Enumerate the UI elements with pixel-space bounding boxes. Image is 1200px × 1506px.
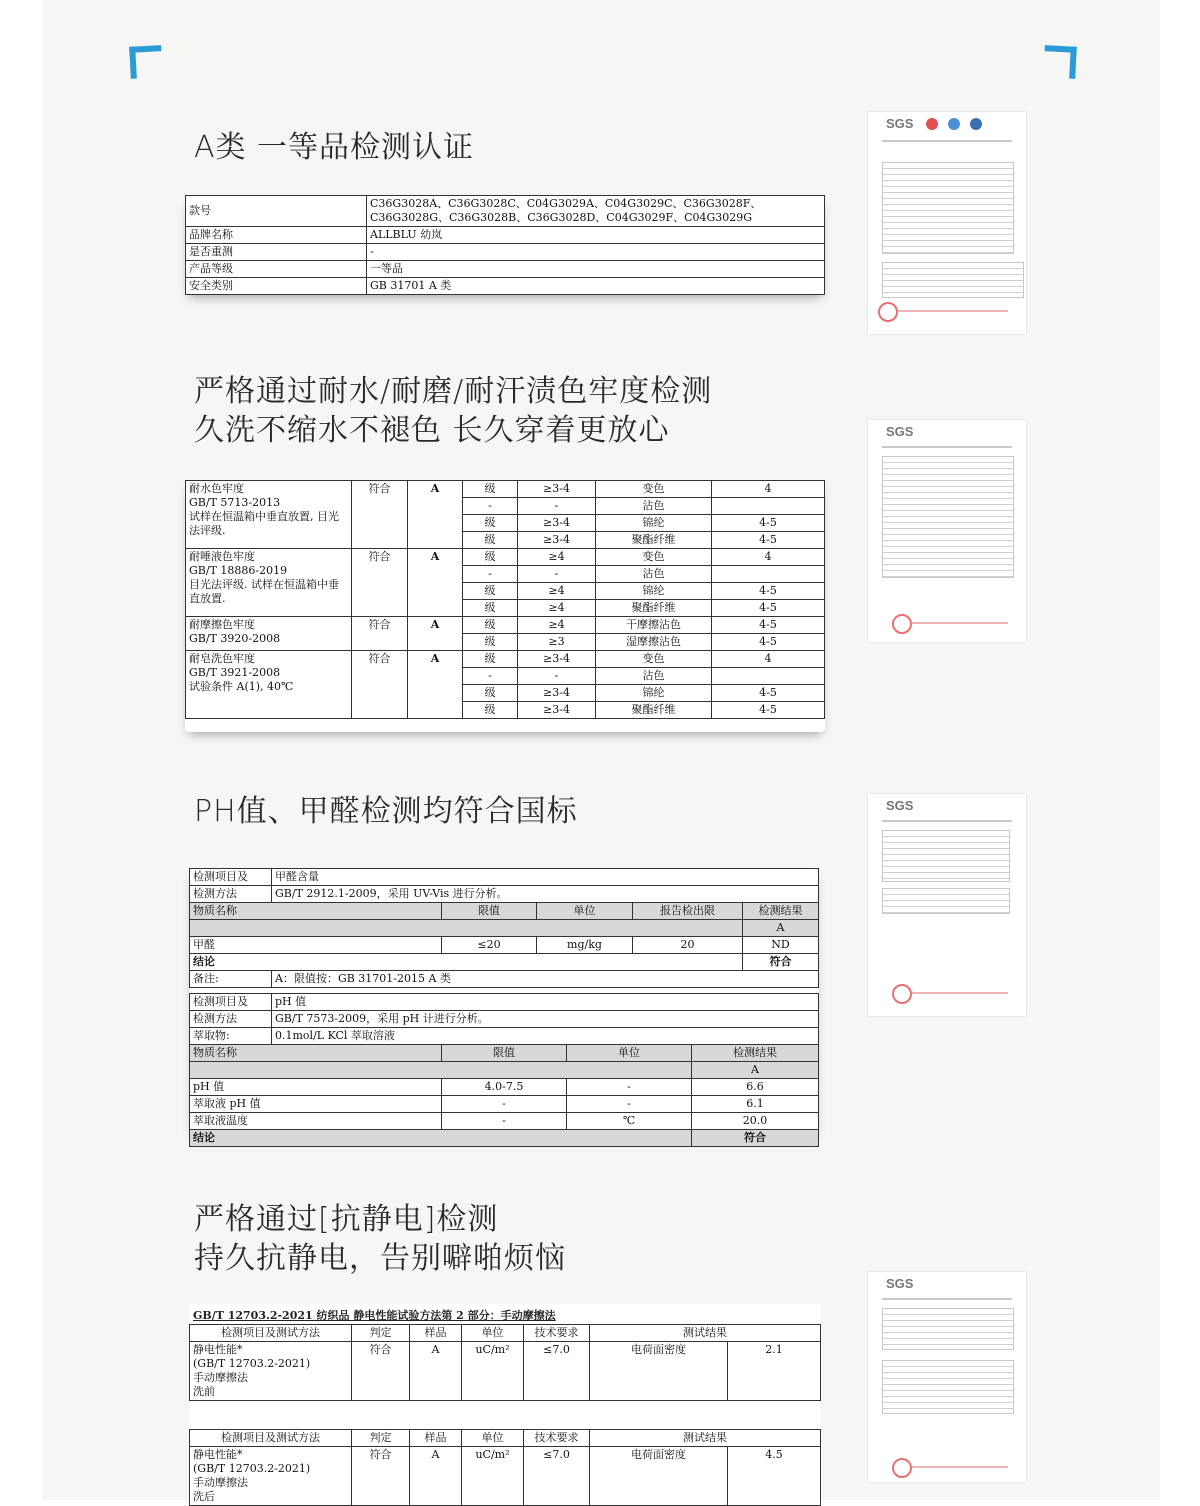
- seal-icon: [878, 302, 898, 322]
- fastness-result: 4: [712, 549, 825, 566]
- ph-row-unit: -: [567, 1096, 692, 1113]
- report-thumbnail-3[interactable]: [868, 794, 1026, 1016]
- fastness-result: 4-5: [712, 532, 825, 549]
- static-method-line: 手动摩擦法: [193, 1476, 248, 1489]
- fastness-requirement: -: [518, 498, 596, 515]
- fastness-test-note: 试验条件 A(1), 40℃: [189, 680, 294, 693]
- ph-table: [189, 993, 819, 1147]
- fastness-test-cell: [186, 481, 352, 549]
- static-method-cell: [190, 1342, 352, 1401]
- product-info-card: [185, 195, 825, 295]
- fm-item-label: 检测项目及: [190, 869, 272, 886]
- fm-item: 甲醛含量: [272, 869, 819, 886]
- fastness-verdict: 符合: [352, 549, 408, 617]
- section-heading-fastness-line1: 严格通过耐水/耐磨/耐汗渍色牢度检测: [194, 374, 713, 409]
- fastness-item: 锦纶: [596, 515, 712, 532]
- fastness-unit: 级: [463, 532, 518, 549]
- static-result: 2.1: [728, 1342, 821, 1401]
- ph-row-limit: -: [442, 1096, 567, 1113]
- fastness-requirement: -: [518, 668, 596, 685]
- fastness-verdict: 符合: [352, 617, 408, 651]
- static-result-name: 电荷面密度: [590, 1342, 728, 1401]
- ph-row-limit: -: [442, 1113, 567, 1130]
- section-heading-ph: PH值、甲醛检测均符合国标: [194, 794, 578, 829]
- fm-remark-label: 备注:: [190, 971, 272, 988]
- static-verdict: 符合: [352, 1447, 410, 1506]
- fastness-unit: 级: [463, 600, 518, 617]
- report-thumbnail-4[interactable]: [868, 1272, 1026, 1482]
- fm-h-limit: 限值: [442, 903, 537, 920]
- static-header: 测试结果: [590, 1430, 821, 1447]
- fastness-result: 4-5: [712, 617, 825, 634]
- fastness-result: 4-5: [712, 600, 825, 617]
- fastness-result: 4-5: [712, 685, 825, 702]
- fastness-result: 4-5: [712, 515, 825, 532]
- static-header: 测试结果: [590, 1325, 821, 1342]
- fastness-requirement: ≥3-4: [518, 702, 596, 719]
- ph-conclusion-label: 结论: [190, 1130, 692, 1147]
- fastness-unit: 级: [463, 549, 518, 566]
- sgs-logo: SGS: [886, 424, 914, 439]
- fastness-table: [185, 480, 825, 719]
- static-method-line: 静电性能*: [193, 1448, 243, 1461]
- fastness-test-standard: GB/T 5713-2013: [189, 496, 281, 509]
- fastness-requirement: ≥3-4: [518, 651, 596, 668]
- static-method-cell: [190, 1447, 352, 1506]
- fm-sample-col: A: [743, 920, 819, 937]
- fastness-result: 4-5: [712, 583, 825, 600]
- ph-h-limit: 限值: [442, 1045, 567, 1062]
- ph-h-result: 检测结果: [692, 1045, 819, 1062]
- ph-conclusion: 符合: [692, 1130, 819, 1147]
- seal-icon: [892, 984, 912, 1004]
- ph-row: [190, 1113, 819, 1130]
- product-row-value: GB 31701 A 类: [367, 278, 825, 295]
- fastness-sample: A: [408, 481, 463, 549]
- section-heading-fastness-line2: 久洗不缩水不褪色 长久穿着更放心: [194, 413, 670, 448]
- static-method-line: 静电性能*: [193, 1343, 243, 1356]
- fm-h-dl: 报告检出限: [633, 903, 743, 920]
- fastness-unit: 级: [463, 617, 518, 634]
- ph-row-name: 萃取液温度: [190, 1113, 442, 1130]
- cnas-mark-icon: [970, 118, 982, 130]
- formaldehyde-table: [189, 868, 819, 988]
- fm-conclusion-label: 结论: [190, 954, 743, 971]
- ph-row-result: 20.0: [692, 1113, 819, 1130]
- sgs-logo: SGS: [886, 1276, 914, 1291]
- fastness-unit: 级: [463, 634, 518, 651]
- fm-row-result: ND: [743, 937, 819, 954]
- fastness-unit: 级: [463, 515, 518, 532]
- thumbnail-table: [882, 1360, 1014, 1414]
- static-req: ≤7.0: [524, 1447, 590, 1506]
- fastness-item: 聚酯纤维: [596, 600, 712, 617]
- fastness-requirement: ≥4: [518, 583, 596, 600]
- fastness-item: 聚酯纤维: [596, 702, 712, 719]
- ph-h-unit: 单位: [567, 1045, 692, 1062]
- product-row: [186, 244, 825, 261]
- product-row-value: 一等品: [367, 261, 825, 278]
- static-header-row: [190, 1430, 821, 1447]
- ph-row-name: 萃取液 pH 值: [190, 1096, 442, 1113]
- static-method-line: 手动摩擦法: [193, 1371, 248, 1384]
- static-data-row: [190, 1342, 821, 1401]
- static-sample: A: [410, 1342, 462, 1401]
- ph-sample-col: A: [692, 1062, 819, 1079]
- section-heading-static-line2: 持久抗静电，告别噼啪烦恼: [194, 1241, 566, 1276]
- fastness-unit: -: [463, 498, 518, 515]
- fastness-sample: A: [408, 549, 463, 617]
- fastness-item: 锦纶: [596, 583, 712, 600]
- fastness-unit: 级: [463, 583, 518, 600]
- product-row-value: ALLBLU 幼岚: [367, 227, 825, 244]
- thumbnail-table: [882, 262, 1024, 298]
- fm-remark: A：限值按：GB 31701-2015 A 类: [272, 971, 819, 988]
- fastness-requirement: ≥4: [518, 617, 596, 634]
- fastness-row: [186, 549, 825, 566]
- sgs-logo: SGS: [886, 798, 914, 813]
- static-method-line: 洗后: [193, 1490, 215, 1503]
- static-header: 样品: [410, 1430, 462, 1447]
- static-header: 单位: [462, 1325, 524, 1342]
- thumbnail-table: [882, 162, 1014, 254]
- report-thumbnail-2[interactable]: [868, 420, 1026, 642]
- fm-h-unit: 单位: [537, 903, 633, 920]
- fastness-test-name: 耐摩擦色牢度: [189, 618, 255, 631]
- fastness-test-standard: GB/T 18886-2019: [189, 564, 288, 577]
- fm-row-unit: mg/kg: [537, 937, 633, 954]
- fastness-row: [186, 617, 825, 634]
- fastness-verdict: 符合: [352, 481, 408, 549]
- fm-row-dl: 20: [633, 937, 743, 954]
- fastness-sample: A: [408, 651, 463, 719]
- fastness-test-name: 耐皂洗色牢度: [189, 652, 255, 665]
- static-standard-title: GB/T 12703.2-2021 纺织品 静电性能试验方法第 2 部分：手动摩擦法: [193, 1309, 556, 1322]
- ph-row-unit: -: [567, 1079, 692, 1096]
- section-heading-grade: A类 一等品检测认证: [194, 130, 475, 165]
- fastness-test-cell: [186, 549, 352, 617]
- fastness-requirement: ≥3: [518, 634, 596, 651]
- ph-h-name: 物质名称: [190, 1045, 442, 1062]
- ph-row-limit: 4.0-7.5: [442, 1079, 567, 1096]
- fastness-test-cell: [186, 617, 352, 651]
- fastness-item: 沾色: [596, 498, 712, 515]
- fastness-test-standard: GB/T 3920-2008: [189, 632, 281, 645]
- fastness-requirement: -: [518, 566, 596, 583]
- product-row: [186, 196, 825, 227]
- fastness-test-cell: [186, 651, 352, 719]
- product-row-label: 安全类别: [186, 278, 367, 295]
- fastness-result: 4: [712, 651, 825, 668]
- ph-extract: 0.1mol/L KCl 萃取溶液: [272, 1028, 819, 1045]
- ph-method-label: 检测方法: [190, 1011, 272, 1028]
- product-info-table: [185, 195, 825, 295]
- seal-icon: [892, 1458, 912, 1478]
- corner-bracket-top-left: [129, 45, 163, 79]
- static-result-name: 电荷面密度: [590, 1447, 728, 1506]
- sgs-logo: SGS: [886, 116, 914, 131]
- fastness-verdict: 符合: [352, 651, 408, 719]
- fastness-item: 沾色: [596, 668, 712, 685]
- fastness-requirement: ≥4: [518, 600, 596, 617]
- fastness-item: 干摩擦沾色: [596, 617, 712, 634]
- fastness-unit: -: [463, 566, 518, 583]
- ph-item-label: 检测项目及: [190, 994, 272, 1011]
- fm-h-result: 检测结果: [743, 903, 819, 920]
- static-unit: uC/m²: [462, 1447, 524, 1506]
- static-header: 单位: [462, 1430, 524, 1447]
- product-row: [186, 227, 825, 244]
- static-table: [189, 1324, 821, 1401]
- product-row: [186, 278, 825, 295]
- product-row-label: 款号: [186, 196, 367, 227]
- fastness-item: 湿摩擦沾色: [596, 634, 712, 651]
- fm-row-name: 甲醛: [190, 937, 442, 954]
- product-row-label: 产品等级: [186, 261, 367, 278]
- fastness-card: [185, 480, 825, 732]
- fastness-item: 变色: [596, 481, 712, 498]
- fm-h-name: 物质名称: [190, 903, 442, 920]
- fastness-requirement: ≥3-4: [518, 685, 596, 702]
- product-row-label: 品牌名称: [186, 227, 367, 244]
- fastness-test-note: 目光法评级. 试样在恒温箱中垂直放置.: [189, 578, 339, 605]
- cma-mark-icon: [926, 118, 938, 130]
- fastness-item: 沾色: [596, 566, 712, 583]
- thumbnail-table: [882, 1308, 1014, 1350]
- section-heading-static-line1: 严格通过[抗静电]检测: [194, 1202, 499, 1237]
- fastness-unit: 级: [463, 685, 518, 702]
- fm-method: GB/T 2912.1-2009，采用 UV-Vis 进行分析。: [272, 886, 819, 903]
- fastness-item: 变色: [596, 549, 712, 566]
- thumbnail-table: [882, 888, 1010, 914]
- static-header: 技术要求: [524, 1325, 590, 1342]
- fastness-result: [712, 668, 825, 685]
- static-method-line: (GB/T 12703.2-2021): [193, 1357, 311, 1370]
- ilac-mark-icon: [948, 118, 960, 130]
- fastness-requirement: ≥4: [518, 549, 596, 566]
- ph-method: GB/T 7573-2009，采用 pH 计进行分析。: [272, 1011, 819, 1028]
- fastness-row: [186, 651, 825, 668]
- ph-item: pH 值: [272, 994, 819, 1011]
- ph-row-unit: ℃: [567, 1113, 692, 1130]
- ph-row-result: 6.6: [692, 1079, 819, 1096]
- fastness-item: 变色: [596, 651, 712, 668]
- static-header-row: [190, 1325, 821, 1342]
- fastness-unit: -: [463, 668, 518, 685]
- static-header: 检测项目及测试方法: [190, 1430, 352, 1447]
- static-sample: A: [410, 1447, 462, 1506]
- static-result: 4.5: [728, 1447, 821, 1506]
- static-verdict: 符合: [352, 1342, 410, 1401]
- static-header: 判定: [352, 1325, 410, 1342]
- fastness-item: 聚酯纤维: [596, 532, 712, 549]
- ph-row: [190, 1096, 819, 1113]
- fm-conclusion: 符合: [743, 954, 819, 971]
- ph-row-name: pH 值: [190, 1079, 442, 1096]
- static-card: [189, 1304, 821, 1503]
- fastness-test-standard: GB/T 3921-2008: [189, 666, 281, 679]
- static-req: ≤7.0: [524, 1342, 590, 1401]
- fastness-result: 4: [712, 481, 825, 498]
- product-row-value: C36G3028A、C36G3028C、C04G3029A、C04G3029C、C36G3028F、C36G3028G、C36G3028B、C36G3028D、C04G3029F、C04G3029G: [367, 196, 825, 227]
- fastness-test-name: 耐水色牢度: [189, 482, 244, 495]
- fastness-unit: 级: [463, 481, 518, 498]
- fastness-sample: A: [408, 617, 463, 651]
- fastness-test-name: 耐唾液色牢度: [189, 550, 255, 563]
- product-row-label: 是否重测: [186, 244, 367, 261]
- static-header: 样品: [410, 1325, 462, 1342]
- fastness-unit: 级: [463, 702, 518, 719]
- fastness-test-note: 试样在恒温箱中垂直放置, 目光法评级.: [189, 510, 339, 537]
- fastness-item: 锦纶: [596, 685, 712, 702]
- static-header: 判定: [352, 1430, 410, 1447]
- static-data-row: [190, 1447, 821, 1506]
- fastness-requirement: ≥3-4: [518, 481, 596, 498]
- static-header: 技术要求: [524, 1430, 590, 1447]
- fastness-requirement: ≥3-4: [518, 515, 596, 532]
- fastness-result: [712, 566, 825, 583]
- chemical-card: [189, 868, 819, 1144]
- ph-extract-label: 萃取物:: [190, 1028, 272, 1045]
- fastness-result: 4-5: [712, 702, 825, 719]
- static-method-line: (GB/T 12703.2-2021): [193, 1462, 311, 1475]
- fm-row-limit: ≤20: [442, 937, 537, 954]
- ph-row-result: 6.1: [692, 1096, 819, 1113]
- static-unit: uC/m²: [462, 1342, 524, 1401]
- product-row: [186, 261, 825, 278]
- thumbnail-table: [882, 456, 1014, 578]
- fastness-result: [712, 498, 825, 515]
- fastness-result: 4-5: [712, 634, 825, 651]
- product-row-value: -: [367, 244, 825, 261]
- thumbnail-table: [882, 830, 1010, 882]
- fastness-unit: 级: [463, 651, 518, 668]
- corner-bracket-top-right: [1043, 45, 1077, 79]
- static-table: [189, 1429, 821, 1506]
- report-thumbnail-1[interactable]: [868, 112, 1026, 334]
- static-method-line: 洗前: [193, 1385, 215, 1398]
- seal-icon: [892, 614, 912, 634]
- ph-row: [190, 1079, 819, 1096]
- static-header: 检测项目及测试方法: [190, 1325, 352, 1342]
- fm-method-label: 检测方法: [190, 886, 272, 903]
- fastness-requirement: ≥3-4: [518, 532, 596, 549]
- fastness-row: [186, 481, 825, 498]
